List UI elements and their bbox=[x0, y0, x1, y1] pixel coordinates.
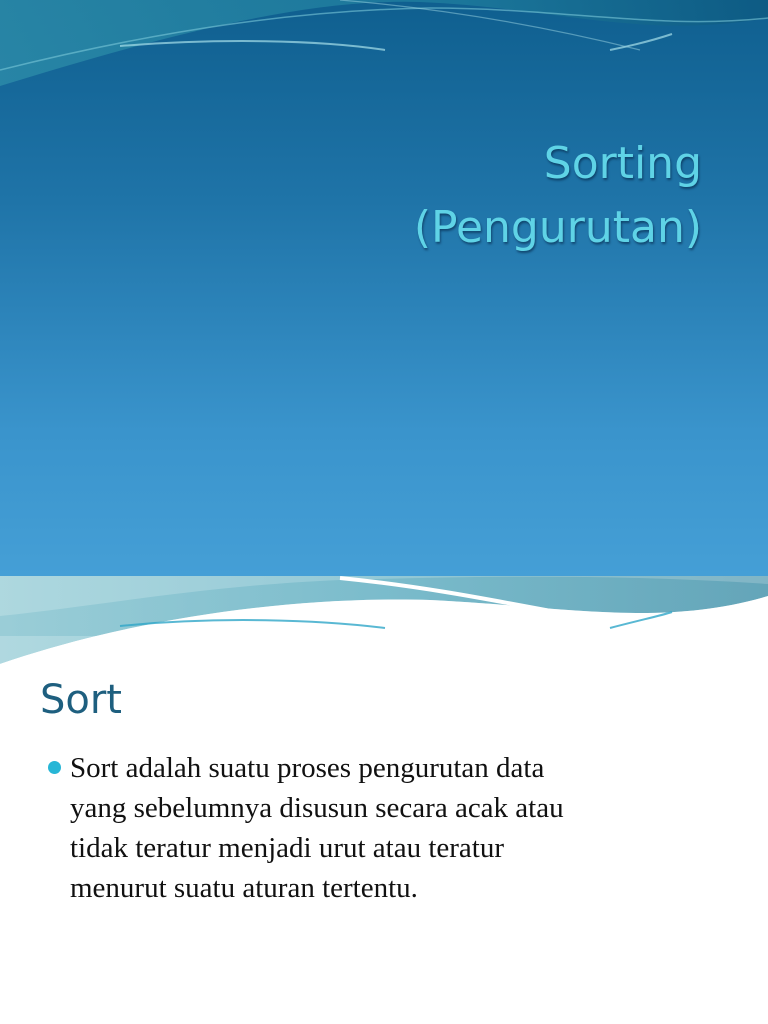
slide-title bbox=[414, 132, 702, 260]
title-line-1: Sorting bbox=[543, 138, 702, 189]
bullet-line: tidak teratur menjadi urut atau teratur bbox=[70, 832, 505, 864]
bullet-line: menurut suatu aturan tertentu. bbox=[70, 872, 418, 904]
bullet-line: Sort adalah suatu proses pengurutan data bbox=[70, 752, 545, 784]
title-line-2: (Pengurutan) bbox=[413, 202, 702, 253]
bullet-dot-icon bbox=[48, 761, 61, 774]
bullet-line: yang sebelumnya disusun secara acak atau bbox=[70, 792, 564, 824]
content-slide bbox=[0, 576, 768, 1024]
bullet-list bbox=[46, 748, 726, 908]
slide-heading: Sort bbox=[40, 677, 122, 723]
bullet-item bbox=[46, 748, 726, 908]
